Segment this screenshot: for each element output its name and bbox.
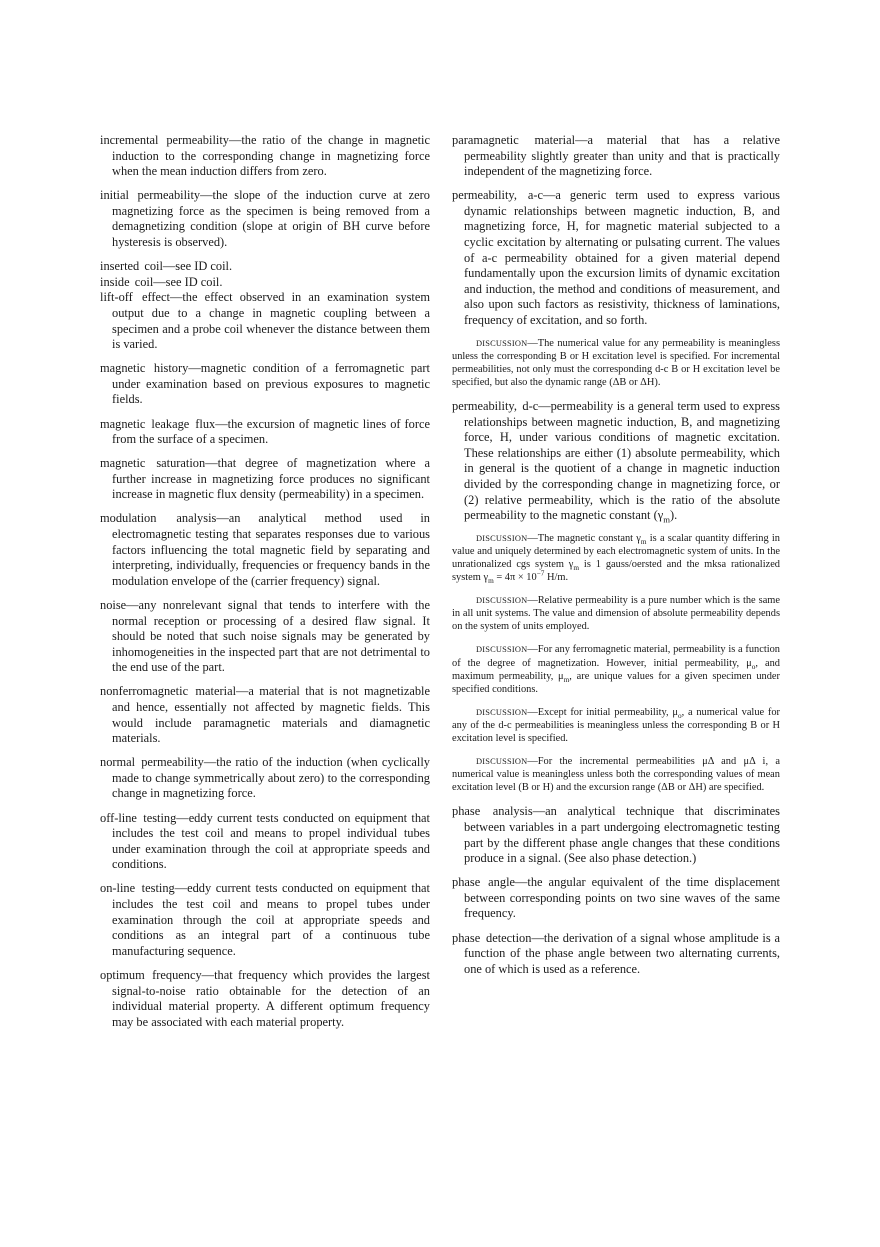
discussion-text: H/m. bbox=[544, 572, 569, 584]
discussion-note-ac: DISCUSSION—The numerical value for any permeability is meaningless unless the corresponding B or H excitation level is specified. For incremental permeabilities, not only must the corresponding d-c B or H excitation level be specified, but also the dynamic range (ΔB or ΔH). bbox=[452, 337, 780, 388]
discussion-note-relative-permeability: DISCUSSION—Relative permeability is a pure number which is the same in all unit systems. The value and dimension of absolute permeability depends on the system of units employed. bbox=[452, 595, 780, 633]
discussion-text: = 4π × 10 bbox=[493, 572, 537, 584]
entry-definition: the derivation of a signal whose amplitude is a function of the phase angle between two alternating currents, one of which is used as a reference. bbox=[464, 930, 780, 976]
discussion-text: The numerical value for any permeability is meaningless unless the corresponding B or H excitation level is specified. For incremental permeabilities, not only must the corresponding d-c B or H excitation level be specified, but also the dynamic range (ΔB or ΔH). bbox=[452, 337, 780, 388]
discussion-text: , a numerical value for any of the d-c permeabilities is meaningless unless the corresponding B or H excitation level is specified. bbox=[452, 706, 780, 744]
entry-definition: see ID coil. bbox=[165, 274, 223, 289]
subscript: m bbox=[663, 514, 670, 525]
entry-definition: the ratio of the induction (when cyclically made to change symmetrically about zero) to the corresponding change in magnetizing force. bbox=[112, 755, 430, 801]
entry-term: inserted coil bbox=[100, 259, 163, 274]
entry-definition: an analytical technique that discriminates between variables in a part undergoing electromagnetic testing part by the different phase angle changes that these conditions produce in a signal. (See also phase detection.) bbox=[464, 804, 781, 866]
glossary-entry-modulation-analysis: modulation analysis—an analytical method used in electromagnetic testing that separates responses due to various factors influencing the total magnetic field by separating and interpreting, individually, frequencies or frequency bands in the modulation envelope of the (carrier frequency) signal. bbox=[100, 511, 430, 588]
discussion-text: Except for initial permeability, μ bbox=[537, 706, 678, 718]
discussion-note-incremental: DISCUSSION—For the incremental permeabilities μΔ and μΔ i, a numerical value is meaningless unless both the corresponding values of mean excitation level (B or H) and the excursion range (ΔB or ΔH) are specified. bbox=[452, 756, 780, 794]
entry-term: incremental permeability bbox=[100, 133, 229, 147]
discussion-label: DISCUSSION bbox=[476, 757, 528, 767]
discussion-note-ferromagnetic: DISCUSSION—For any ferromagnetic material, permeability is a function of the degree of magnetization. However, initial permeability, $\mu_o$, and maximum permeability, $\mu_m$, are unique values for a given specimen under specified conditions. bbox=[452, 644, 780, 695]
entry-definition: eddy current tests conducted on equipment that includes the test coil and means to propel tubes under examination through the coil at appropriate speeds and conditions as an integral part of a continuous tube manufacturing sequence. bbox=[112, 881, 430, 958]
discussion-text: is 1 gauss/oersted and the mksa rationalized system γ bbox=[452, 558, 780, 584]
entry-definition: see ID coil. bbox=[175, 259, 233, 274]
glossary-entry-phase-detection: phase detection—the derivation of a signal whose amplitude is a function of the phase angle between two alternating currents, one of which is used as a reference. bbox=[452, 930, 780, 976]
glossary-entry-optimum-frequency: optimum frequency—that frequency which provides the largest signal-to-noise ratio obtainable for the detection of an individual material property. A different optimum frequency may be associated with each material property. bbox=[100, 967, 430, 1029]
entry-definition: any nonrelevant signal that tends to interfere with the normal reception or processing of a desired flaw signal. It should be noted that such noise signals may be generated by inhomogeneities in the inspected part that are not detrimental to the end use of the part. bbox=[112, 597, 430, 675]
entry-term: nonferromagnetic material bbox=[100, 684, 237, 699]
glossary-entry-paramagnetic-material: paramagnetic material—a material that has a relative permeability slightly greater than unity and that is practically independent of the magnetizing force. bbox=[452, 133, 781, 179]
glossary-entry-on-line-testing: on-line testing—eddy current tests conducted on equipment that includes the test coil and means to propel tubes under examination through the coil at appropriate speeds and conditions as an integral part of a continuous tube manufacturing sequence. bbox=[100, 881, 430, 958]
entry-definition: permeability is a general term used to express relationships between magnetic induction, B, and magnetizing force, H, under various conditions of magnetic excitation. These relationships are either (1) absolute permeability, which in general is the quotient of a change in magnetic induction divided by the corresponding change in magnetizing force, or (2) relative permeability, which is the ratio of the absolute permeability to the magnetic constant (γ bbox=[464, 399, 780, 523]
discussion-note-initial-permeability: DISCUSSION—Except for initial permeability, $\mu_o$, a numerical value for any of the d-c permeabilities is meaningless unless the corresponding B or H excitation level is specified. bbox=[452, 706, 780, 744]
entry-definition: the excursion of magnetic lines of force from the surface of a specimen. bbox=[112, 416, 430, 447]
entry-term: lift-off effect bbox=[100, 290, 170, 305]
entry-definition: the slope of the induction curve at zero magnetizing force as the specimen is being removed from a demagnetizing condition (slope at origin of BH curve before hysteresis is observed). bbox=[112, 188, 430, 250]
glossary-entry-phase-angle: phase angle—the angular equivalent of the time displacement between corresponding points on two sine waves of the same frequency. bbox=[452, 875, 780, 921]
right-column bbox=[452, 133, 780, 986]
glossary-entry-permeability-dc: permeability, d-c—permeability is a general term used to express relationships between magnetic induction, B, and magnetizing force, H, under various conditions of magnetic excitation. These relationships are either (1) absolute permeability, which in general is the quotient of a change in magnetic induction divided by the corresponding change in magnetizing force, or (2) relative permeability, which is the ratio of the absolute permeability to the magnetic constant $(\gamma_m)$. bbox=[452, 399, 780, 525]
entry-term: off-line testing bbox=[100, 810, 177, 825]
entry-definition: the ratio of the change in magnetic induction to the corresponding change in magnetizing force when the mean induction differs from zero. bbox=[112, 133, 430, 179]
glossary-entry-inside-coil: inside coil—see ID coil. bbox=[100, 274, 223, 289]
entry-term: optimum frequency bbox=[100, 967, 202, 982]
glossary-entry-inserted-coil: inserted coil—see ID coil. bbox=[100, 259, 233, 274]
glossary-entry-lift-off-effect: lift-off effect—the effect observed in an examination system output due to a change in magnetic coupling between a specimen and a probe coil whenever the distance between them is varied. bbox=[100, 290, 430, 352]
subscript: m bbox=[563, 675, 570, 684]
left-column bbox=[100, 133, 430, 1039]
entry-definition: the angular equivalent of the time displacement between corresponding points on two sine waves of the same frequency. bbox=[464, 875, 780, 921]
glossary-entry-magnetic-leakage-flux: magnetic leakage flux—the excursion of magnetic lines of force from the surface of a specimen. bbox=[100, 416, 430, 447]
entry-term: magnetic saturation bbox=[100, 456, 206, 471]
entry-term: on-line testing bbox=[100, 881, 175, 896]
discussion-label: DISCUSSION bbox=[476, 338, 528, 348]
subscript: o bbox=[677, 711, 682, 720]
discussion-label: DISCUSSION bbox=[476, 707, 528, 717]
subscript: m bbox=[573, 564, 580, 573]
glossary-entry-incremental-permeability: incremental permeability—the ratio of the change in magnetic induction to the corresponding change in magnetizing force when the mean induction differs from zero. bbox=[100, 133, 430, 179]
entry-definition: a generic term used to express various dynamic relationships between magnetic induction, B, and magnetizing force, H, for magnetic material subjected to a cyclic excitation by alternating or pulsating current. The values of a-c permeability obtained for a given material depend fundamentally upon the excursion limits of dynamic excitation and induction, the method and conditions of measurement, and also upon such factors as resistivity, thickness of laminations, frequency of excitation, and so forth. bbox=[464, 188, 780, 328]
entry-term: modulation analysis bbox=[100, 511, 217, 526]
entry-term: paramagnetic material bbox=[452, 133, 576, 147]
entry-term: phase analysis bbox=[452, 804, 533, 819]
discussion-text: , and maximum permeability, μ bbox=[452, 657, 780, 682]
discussion-label: DISCUSSION bbox=[476, 645, 528, 655]
discussion-label: DISCUSSION bbox=[476, 533, 528, 543]
entry-term: phase detection bbox=[452, 930, 532, 945]
discussion-note-magnetic-constant: DISCUSSION—The magnetic constant $\gamma_m$ is a scalar quantity differing in value and uniquely determined by each electromagnetic system of units. In the unrationalized cgs system $\gamma_m$ is 1 gauss/oersted and the mksa rationalized system $\gamma_m = 4\pi \times 10^{-7}$ H/m. bbox=[452, 532, 781, 586]
entry-definition: a material that has a relative permeability slightly greater than unity and that is practically independent of the magnetizing force. bbox=[464, 133, 781, 179]
entry-definition: magnetic condition of a ferromagnetic part under examination based on previous exposures to magnetic fields. bbox=[112, 361, 430, 407]
glossary-entry-off-line-testing: off-line testing—eddy current tests conducted on equipment that includes the test coil and means to propel individual tubes under examination through the coil at appropriate speeds and conditions. bbox=[100, 810, 430, 872]
glossary-entry-magnetic-history: magnetic history—magnetic condition of a ferromagnetic part under examination based on previous exposures to magnetic fields. bbox=[100, 361, 430, 407]
entry-definition: that degree of magnetization where a further increase in magnetizing force produces no significant increase in magnetic flux density (permeability) in a specimen. bbox=[112, 456, 430, 502]
entry-term: inside coil bbox=[100, 274, 154, 289]
subscript: o bbox=[751, 662, 756, 671]
entry-term: permeability, a-c bbox=[452, 188, 544, 203]
entry-definition-tail: ). bbox=[669, 508, 678, 523]
entry-definition: the effect observed in an examination system output due to a change in magnetic coupling between a specimen and a probe coil whenever the distance between them is varied. bbox=[112, 290, 430, 352]
glossary-entry-normal-permeability: normal permeability—the ratio of the induction (when cyclically made to change symmetrically about zero) to the corresponding change in magnetizing force. bbox=[100, 755, 430, 801]
entry-term: noise bbox=[100, 597, 127, 612]
discussion-text: For any ferromagnetic material, permeability is a function of the degree of magnetization. However, initial permeability, μ bbox=[452, 644, 780, 669]
subscript: m bbox=[488, 577, 494, 586]
entry-definition: a material that is not magnetizable and hence, essentially not affected by magnetic fields. This would include paramagnetic materials and diamagnetic materials. bbox=[112, 684, 430, 746]
discussion-text: Relative permeability is a pure number which is the same in all unit systems. The value and dimension of absolute permeability depends on the system of units employed. bbox=[452, 595, 780, 633]
entry-term: initial permeability bbox=[100, 188, 201, 203]
entry-term: magnetic leakage flux bbox=[100, 416, 216, 431]
discussion-text: For the incremental permeabilities μΔ and μΔ i, a numerical value is meaningless unless both the corresponding values of mean excitation level (B or H) and the excursion range (ΔB or ΔH) are specified. bbox=[452, 756, 780, 794]
entry-term: normal permeability bbox=[100, 755, 204, 770]
entry-definition: that frequency which provides the largest signal-to-noise ratio obtainable for the detection of an individual material property. A different optimum frequency may be associated with each material property. bbox=[112, 967, 430, 1029]
entry-term: magnetic history bbox=[100, 361, 189, 376]
glossary-entry-magnetic-saturation: magnetic saturation—that degree of magnetization where a further increase in magnetizing force produces no significant increase in magnetic flux density (permeability) in a specimen. bbox=[100, 456, 430, 502]
discussion-label: DISCUSSION bbox=[476, 596, 528, 606]
glossary-entry-noise: noise—any nonrelevant signal that tends to interfere with the normal reception or processing of a desired flaw signal. It should be noted that such noise signals may be generated by inhomogeneities in the inspected part that are not detrimental to the end use of the part. bbox=[100, 597, 430, 675]
glossary-entry-nonferromagnetic-material: nonferromagnetic material—a material that is not magnetizable and hence, essentially not affected by magnetic fields. This would include paramagnetic materials and diamagnetic materials. bbox=[100, 684, 430, 746]
entry-definition: eddy current tests conducted on equipment that includes the test coil and means to propel individual tubes under examination through the coil at appropriate speeds and conditions. bbox=[112, 810, 430, 872]
glossary-entry-phase-analysis: phase analysis—an analytical technique that discriminates between variables in a part undergoing electromagnetic testing part by the different phase angle changes that these conditions produce in a signal. (See also phase detection.) bbox=[452, 804, 781, 866]
entry-definition: an analytical method used in electromagnetic testing that separates responses due to various factors influencing the total magnetic field by separating and interpreting, individually, frequencies or frequency bands in the modulation envelope of the (carrier frequency) signal. bbox=[112, 511, 430, 588]
glossary-entry-initial-permeability: initial permeability—the slope of the induction curve at zero magnetizing force as the specimen is being removed from a demagnetizing condition (slope at origin of BH curve before hysteresis is observed). bbox=[100, 188, 430, 250]
entry-term: permeability, d-c bbox=[452, 399, 539, 413]
entry-term: phase angle bbox=[452, 875, 516, 890]
subscript: m bbox=[640, 537, 647, 546]
glossary-entry-permeability-ac: permeability, a-c—a generic term used to express various dynamic relationships between magnetic induction, B, and magnetizing force, H, for magnetic material subjected to a cyclic excitation by alternating or pulsating current. The values of a-c permeability obtained for a given material depend fundamentally upon the excursion limits of dynamic excitation and induction, the method and conditions of measurement, and also upon such factors as resistivity, thickness of laminations, frequency of excitation, and so forth. bbox=[452, 188, 780, 328]
discussion-text: , are unique values for a given specimen under specified conditions. bbox=[452, 670, 780, 695]
discussion-text: The magnetic constant γ bbox=[537, 532, 641, 544]
discussion-text: is a scalar quantity differing in value and uniquely determined by each electromagnetic system of units. In the unrationalized cgs system γ bbox=[452, 532, 781, 570]
superscript: −7 bbox=[536, 569, 545, 578]
